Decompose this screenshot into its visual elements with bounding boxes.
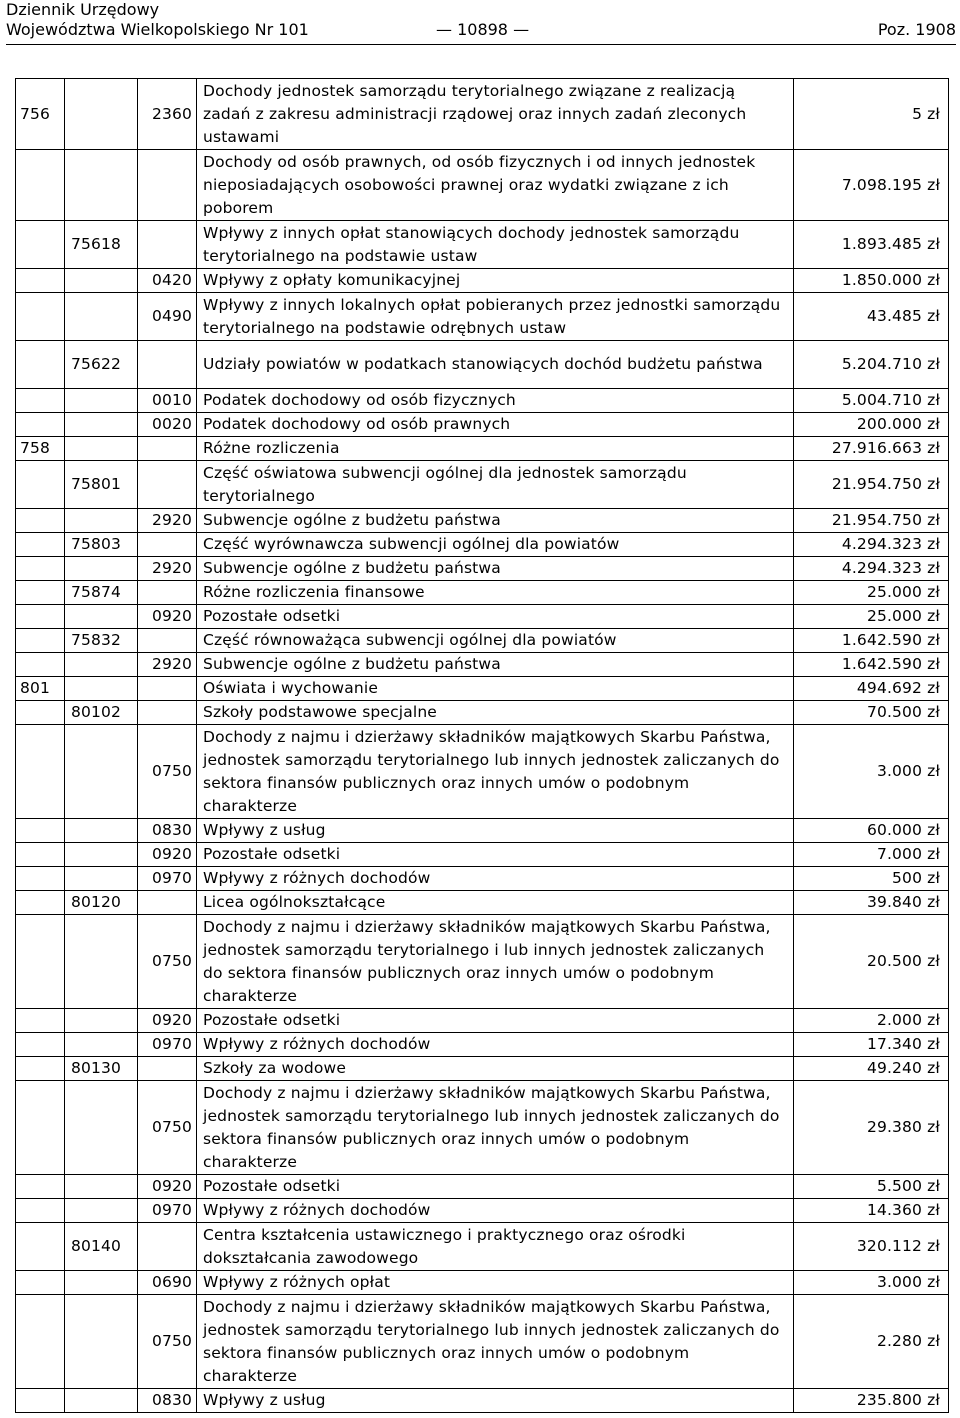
section-code-cell	[16, 1009, 65, 1033]
item-name-cell: Wpływy z innych opłat stanowiących dochody jednostek samorządu terytorialnego na podstawie ustaw	[197, 221, 794, 269]
chapter-code-cell	[65, 653, 138, 677]
page-number: — 10898 —	[436, 20, 530, 39]
paragraph-code-cell: 2920	[138, 653, 197, 677]
section-code-cell	[16, 341, 65, 389]
section-code-cell	[16, 150, 65, 221]
item-name-cell: Pozostałe odsetki	[197, 1009, 794, 1033]
table-row	[16, 79, 949, 150]
amount-cell: 17.340 zł	[794, 1033, 949, 1057]
table-row	[16, 701, 949, 725]
item-name-cell: Podatek dochodowy od osób fizycznych	[197, 389, 794, 413]
item-name-cell: Część wyrównawcza subwencji ogólnej dla powiatów	[197, 533, 794, 557]
paragraph-code-cell	[138, 221, 197, 269]
chapter-code-cell	[65, 1389, 138, 1413]
chapter-code-cell	[65, 605, 138, 629]
budget-income-table	[15, 78, 949, 1413]
table-row	[16, 341, 949, 389]
table-row	[16, 1033, 949, 1057]
amount-cell: 2.280 zł	[794, 1295, 949, 1389]
paragraph-code-cell: 0750	[138, 1081, 197, 1175]
budget-table-body	[16, 79, 949, 1413]
page-header	[6, 0, 956, 44]
section-code-cell	[16, 533, 65, 557]
paragraph-code-cell: 0750	[138, 1295, 197, 1389]
amount-cell: 494.692 zł	[794, 677, 949, 701]
table-row	[16, 629, 949, 653]
table-row	[16, 891, 949, 915]
paragraph-code-cell: 0420	[138, 269, 197, 293]
item-name-cell: Wpływy z różnych dochodów	[197, 1033, 794, 1057]
table-row	[16, 1389, 949, 1413]
amount-cell: 39.840 zł	[794, 891, 949, 915]
chapter-code-cell	[65, 1295, 138, 1389]
paragraph-code-cell	[138, 1057, 197, 1081]
section-code-cell	[16, 843, 65, 867]
paragraph-code-cell	[138, 1223, 197, 1271]
section-code-cell: 756	[16, 79, 65, 150]
table-row	[16, 509, 949, 533]
item-name-cell: Oświata i wychowanie	[197, 677, 794, 701]
chapter-code-cell: 75622	[65, 341, 138, 389]
chapter-code-cell: 75801	[65, 461, 138, 509]
chapter-code-cell	[65, 557, 138, 581]
table-row	[16, 677, 949, 701]
table-row	[16, 653, 949, 677]
amount-cell: 5 zł	[794, 79, 949, 150]
item-name-cell: Różne rozliczenia	[197, 437, 794, 461]
table-row	[16, 581, 949, 605]
table-row	[16, 413, 949, 437]
paragraph-code-cell: 0750	[138, 725, 197, 819]
paragraph-code-cell	[138, 533, 197, 557]
amount-cell: 1.893.485 zł	[794, 221, 949, 269]
section-code-cell	[16, 653, 65, 677]
paragraph-code-cell: 0010	[138, 389, 197, 413]
item-name-cell: Wpływy z innych lokalnych opłat pobieranych przez jednostki samorządu terytorialnego na podstawie odrębnych ustaw	[197, 293, 794, 341]
chapter-code-cell	[65, 509, 138, 533]
table-row	[16, 867, 949, 891]
item-name-cell: Dochody jednostek samorządu terytorialnego związane z realizacją zadań z zakresu administracji rządowej oraz innych zadań zleconych ustawami	[197, 79, 794, 150]
paragraph-code-cell	[138, 437, 197, 461]
journal-title: Dziennik Urzędowy	[6, 0, 160, 19]
table-row	[16, 557, 949, 581]
paragraph-code-cell: 0020	[138, 413, 197, 437]
item-name-cell: Wpływy z usług	[197, 1389, 794, 1413]
item-name-cell: Wpływy z różnych dochodów	[197, 867, 794, 891]
chapter-code-cell: 80140	[65, 1223, 138, 1271]
section-code-cell	[16, 413, 65, 437]
chapter-code-cell	[65, 79, 138, 150]
amount-cell: 25.000 zł	[794, 581, 949, 605]
section-code-cell	[16, 891, 65, 915]
section-code-cell	[16, 819, 65, 843]
table-row	[16, 1295, 949, 1389]
item-name-cell: Dochody z najmu i dzierżawy składników majątkowych Skarbu Państwa, jednostek samorządu terytorialnego lub innych jednostek zaliczanych do sektora finansów publicznych oraz innych umów o podobnym charakterze	[197, 1295, 794, 1389]
section-code-cell	[16, 269, 65, 293]
section-code-cell	[16, 629, 65, 653]
amount-cell: 200.000 zł	[794, 413, 949, 437]
table-row	[16, 605, 949, 629]
paragraph-code-cell: 0690	[138, 1271, 197, 1295]
table-row	[16, 533, 949, 557]
chapter-code-cell	[65, 867, 138, 891]
table-row	[16, 389, 949, 413]
section-code-cell	[16, 725, 65, 819]
amount-cell: 60.000 zł	[794, 819, 949, 843]
journal-issue: Województwa Wielkopolskiego Nr 101	[6, 20, 309, 39]
chapter-code-cell	[65, 1009, 138, 1033]
chapter-code-cell	[65, 1033, 138, 1057]
paragraph-code-cell: 0830	[138, 819, 197, 843]
section-code-cell	[16, 1271, 65, 1295]
amount-cell: 1.642.590 zł	[794, 629, 949, 653]
chapter-code-cell: 75832	[65, 629, 138, 653]
item-name-cell: Wpływy z usług	[197, 819, 794, 843]
item-name-cell: Subwencje ogólne z budżetu państwa	[197, 557, 794, 581]
paragraph-code-cell	[138, 341, 197, 389]
item-name-cell: Subwencje ogólne z budżetu państwa	[197, 509, 794, 533]
paragraph-code-cell	[138, 150, 197, 221]
amount-cell: 3.000 zł	[794, 725, 949, 819]
paragraph-code-cell: 2920	[138, 509, 197, 533]
paragraph-code-cell: 0970	[138, 1199, 197, 1223]
table-row	[16, 819, 949, 843]
item-name-cell: Wpływy z różnych dochodów	[197, 1199, 794, 1223]
item-name-cell: Subwencje ogólne z budżetu państwa	[197, 653, 794, 677]
item-name-cell: Dochody z najmu i dzierżawy składników majątkowych Skarbu Państwa, jednostek samorządu terytorialnego i lub innych jednostek zaliczanych do sektora finansów publicznych oraz innych umów o podobnym charakterze	[197, 915, 794, 1009]
table-row	[16, 1009, 949, 1033]
paragraph-code-cell: 0920	[138, 1009, 197, 1033]
table-row	[16, 725, 949, 819]
section-code-cell	[16, 557, 65, 581]
item-name-cell: Udziały powiatów w podatkach stanowiących dochód budżetu państwa	[197, 341, 794, 389]
chapter-code-cell	[65, 389, 138, 413]
amount-cell: 500 zł	[794, 867, 949, 891]
paragraph-code-cell: 0920	[138, 1175, 197, 1199]
amount-cell: 7.000 zł	[794, 843, 949, 867]
amount-cell: 21.954.750 zł	[794, 509, 949, 533]
section-code-cell	[16, 1199, 65, 1223]
amount-cell: 4.294.323 zł	[794, 557, 949, 581]
item-name-cell: Dochody z najmu i dzierżawy składników majątkowych Skarbu Państwa, jednostek samorządu terytorialnego lub innych jednostek zaliczanych do sektora finansów publicznych oraz innych umów o podobnym charakterze	[197, 1081, 794, 1175]
amount-cell: 5.204.710 zł	[794, 341, 949, 389]
section-code-cell	[16, 1033, 65, 1057]
amount-cell: 20.500 zł	[794, 915, 949, 1009]
amount-cell: 27.916.663 zł	[794, 437, 949, 461]
section-code-cell	[16, 581, 65, 605]
item-name-cell: Centra kształcenia ustawicznego i praktycznego oraz ośrodki dokształcania zawodowego	[197, 1223, 794, 1271]
item-name-cell: Część równoważąca subwencji ogólnej dla powiatów	[197, 629, 794, 653]
paragraph-code-cell: 2360	[138, 79, 197, 150]
paragraph-code-cell: 0830	[138, 1389, 197, 1413]
chapter-code-cell	[65, 437, 138, 461]
table-row	[16, 221, 949, 269]
section-code-cell	[16, 605, 65, 629]
item-name-cell: Część oświatowa subwencji ogólnej dla jednostek samorządu terytorialnego	[197, 461, 794, 509]
paragraph-code-cell: 0490	[138, 293, 197, 341]
section-code-cell	[16, 1081, 65, 1175]
table-row	[16, 437, 949, 461]
item-name-cell: Szkoły podstawowe specjalne	[197, 701, 794, 725]
chapter-code-cell: 75874	[65, 581, 138, 605]
amount-cell: 7.098.195 zł	[794, 150, 949, 221]
amount-cell: 5.500 zł	[794, 1175, 949, 1199]
section-code-cell	[16, 389, 65, 413]
chapter-code-cell	[65, 819, 138, 843]
section-code-cell	[16, 1057, 65, 1081]
table-row	[16, 293, 949, 341]
paragraph-code-cell	[138, 581, 197, 605]
amount-cell: 235.800 zł	[794, 1389, 949, 1413]
amount-cell: 5.004.710 zł	[794, 389, 949, 413]
item-name-cell: Różne rozliczenia finansowe	[197, 581, 794, 605]
item-name-cell: Wpływy z opłaty komunikacyjnej	[197, 269, 794, 293]
amount-cell: 14.360 zł	[794, 1199, 949, 1223]
header-rule	[6, 44, 956, 45]
paragraph-code-cell	[138, 461, 197, 509]
paragraph-code-cell	[138, 891, 197, 915]
paragraph-code-cell: 0970	[138, 867, 197, 891]
table-row	[16, 269, 949, 293]
chapter-code-cell	[65, 413, 138, 437]
amount-cell: 2.000 zł	[794, 1009, 949, 1033]
amount-cell: 25.000 zł	[794, 605, 949, 629]
paragraph-code-cell	[138, 677, 197, 701]
table-row	[16, 1081, 949, 1175]
chapter-code-cell: 75803	[65, 533, 138, 557]
chapter-code-cell	[65, 150, 138, 221]
paragraph-code-cell: 0920	[138, 843, 197, 867]
item-name-cell: Podatek dochodowy od osób prawnych	[197, 413, 794, 437]
table-row	[16, 1175, 949, 1199]
position-number: Poz. 1908	[877, 20, 956, 39]
item-name-cell: Szkoły za wodowe	[197, 1057, 794, 1081]
amount-cell: 43.485 zł	[794, 293, 949, 341]
paragraph-code-cell: 0920	[138, 605, 197, 629]
amount-cell: 320.112 zł	[794, 1223, 949, 1271]
amount-cell: 21.954.750 zł	[794, 461, 949, 509]
amount-cell: 1.642.590 zł	[794, 653, 949, 677]
chapter-code-cell	[65, 1175, 138, 1199]
chapter-code-cell	[65, 269, 138, 293]
table-row	[16, 843, 949, 867]
section-code-cell	[16, 1223, 65, 1271]
table-row	[16, 1271, 949, 1295]
section-code-cell	[16, 1389, 65, 1413]
chapter-code-cell	[65, 1081, 138, 1175]
paragraph-code-cell: 0970	[138, 1033, 197, 1057]
chapter-code-cell	[65, 725, 138, 819]
section-code-cell	[16, 1295, 65, 1389]
table-row	[16, 1057, 949, 1081]
item-name-cell: Wpływy z różnych opłat	[197, 1271, 794, 1295]
section-code-cell	[16, 221, 65, 269]
amount-cell: 3.000 zł	[794, 1271, 949, 1295]
table-row	[16, 1199, 949, 1223]
chapter-code-cell	[65, 677, 138, 701]
chapter-code-cell: 80120	[65, 891, 138, 915]
table-row	[16, 461, 949, 509]
amount-cell: 70.500 zł	[794, 701, 949, 725]
chapter-code-cell: 80130	[65, 1057, 138, 1081]
item-name-cell: Dochody od osób prawnych, od osób fizycznych i od innych jednostek nieposiadających osobowości prawnej oraz wydatki związane z ich poborem	[197, 150, 794, 221]
section-code-cell	[16, 701, 65, 725]
item-name-cell: Pozostałe odsetki	[197, 605, 794, 629]
chapter-code-cell: 75618	[65, 221, 138, 269]
table-row	[16, 150, 949, 221]
amount-cell: 1.850.000 zł	[794, 269, 949, 293]
section-code-cell	[16, 293, 65, 341]
amount-cell: 4.294.323 zł	[794, 533, 949, 557]
item-name-cell: Licea ogólnokształcące	[197, 891, 794, 915]
section-code-cell	[16, 915, 65, 1009]
section-code-cell	[16, 867, 65, 891]
section-code-cell	[16, 1175, 65, 1199]
chapter-code-cell	[65, 915, 138, 1009]
chapter-code-cell	[65, 1199, 138, 1223]
chapter-code-cell	[65, 293, 138, 341]
section-code-cell	[16, 461, 65, 509]
section-code-cell: 801	[16, 677, 65, 701]
paragraph-code-cell: 2920	[138, 557, 197, 581]
paragraph-code-cell	[138, 701, 197, 725]
table-row	[16, 915, 949, 1009]
item-name-cell: Pozostałe odsetki	[197, 1175, 794, 1199]
chapter-code-cell	[65, 1271, 138, 1295]
paragraph-code-cell: 0750	[138, 915, 197, 1009]
table-row	[16, 1223, 949, 1271]
amount-cell: 49.240 zł	[794, 1057, 949, 1081]
chapter-code-cell: 80102	[65, 701, 138, 725]
chapter-code-cell	[65, 843, 138, 867]
section-code-cell	[16, 509, 65, 533]
amount-cell: 29.380 zł	[794, 1081, 949, 1175]
section-code-cell: 758	[16, 437, 65, 461]
paragraph-code-cell	[138, 629, 197, 653]
item-name-cell: Pozostałe odsetki	[197, 843, 794, 867]
item-name-cell: Dochody z najmu i dzierżawy składników majątkowych Skarbu Państwa, jednostek samorządu terytorialnego lub innych jednostek zaliczanych do sektora finansów publicznych oraz innych umów o podobnym charakterze	[197, 725, 794, 819]
